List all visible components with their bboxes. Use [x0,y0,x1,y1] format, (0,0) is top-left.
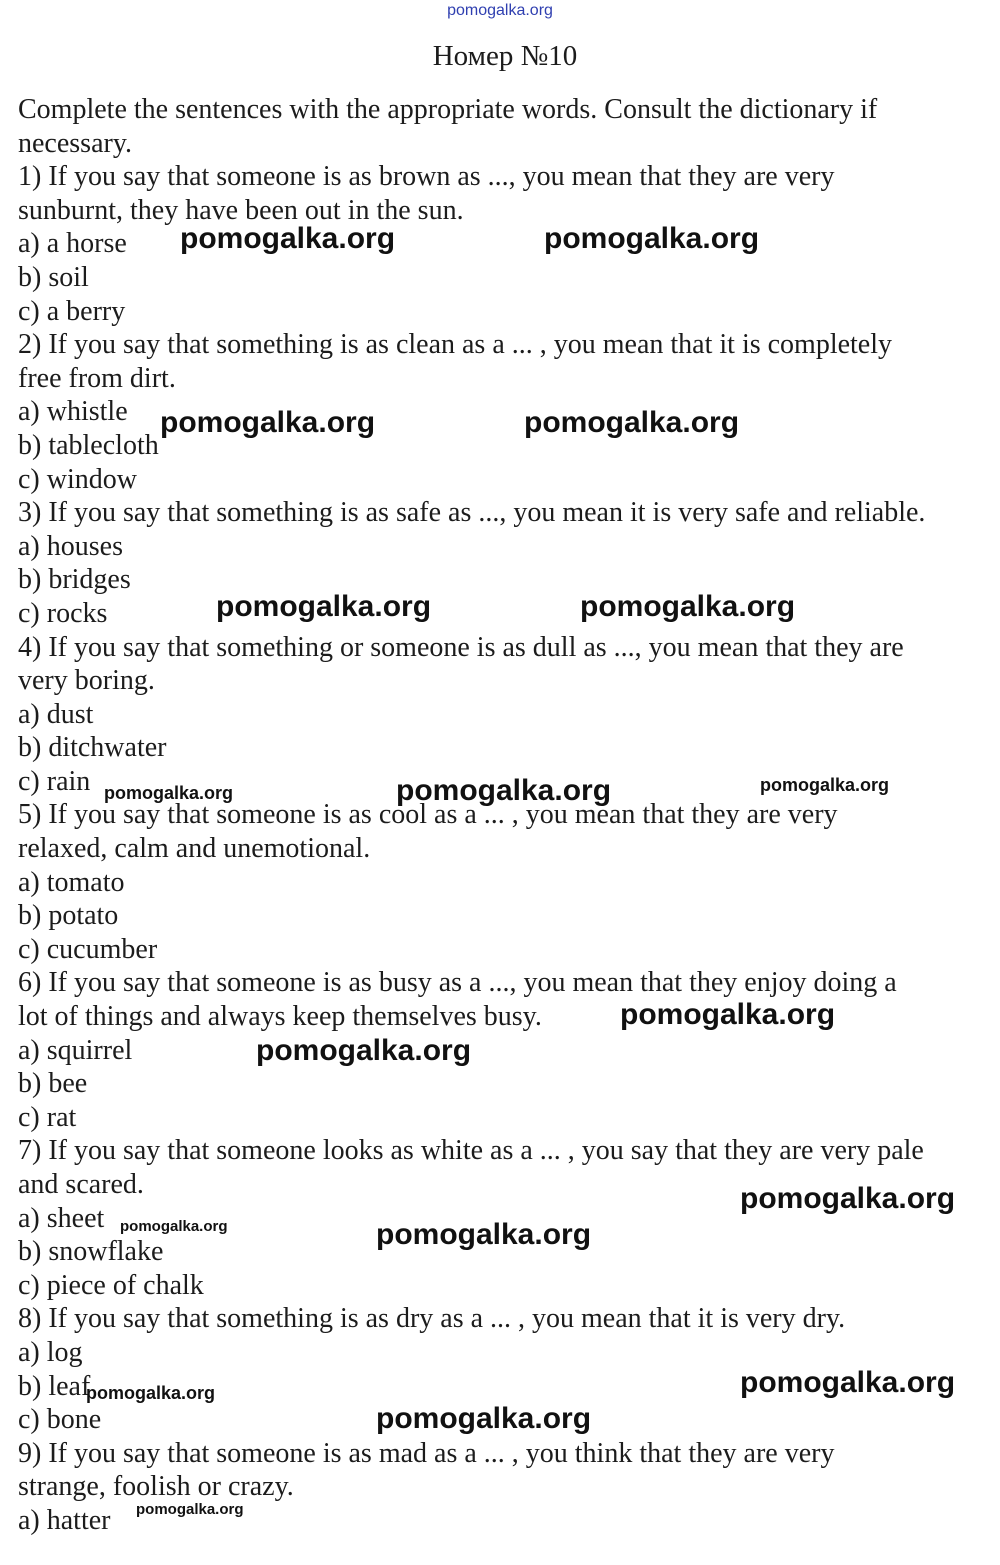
option-7a: a) sheet [18,1202,105,1234]
watermark: pomogalka.org [376,1402,592,1435]
watermark: pomogalka.org [180,222,396,255]
site-header: pomogalka.org [447,2,553,19]
question-2: free from dirt. [18,362,176,394]
watermark: pomogalka.org [376,1218,592,1251]
instruction-line: Complete the sentences with the appropriate words. Consult the dictionary if [18,94,878,125]
question-4: very boring. [18,665,155,697]
option-2b: b) tablecloth [18,429,159,461]
option-1c: c) a berry [18,295,126,327]
watermark: pomogalka.org [120,1218,228,1235]
option-8c: c) bone [18,1404,102,1436]
page-title: Номер №10 [432,40,578,72]
watermark: pomogalka.org [104,783,234,803]
option-5b: b) potato [18,900,119,932]
watermark: pomogalka.org [740,1182,956,1215]
watermark: pomogalka.org [524,406,740,439]
option-3b: b) bridges [18,564,131,596]
question-6: 6) If you say that someone is as busy as a ..., you mean that they enjoy doing a [18,967,897,999]
option-8b: b) leaf [18,1370,91,1402]
watermark: pomogalka.org [620,998,836,1031]
watermark: pomogalka.org [136,1501,244,1518]
exercise-text [18,93,993,1538]
option-6a: a) squirrel [18,1034,133,1066]
question-9: strange, foolish or crazy. [18,1471,294,1503]
question-7: and scared. [18,1169,144,1200]
watermark: pomogalka.org [544,222,760,255]
option-5a: a) tomato [18,866,125,898]
question-5: 5) If you say that someone is as cool as a ... , you mean that they are very [18,799,838,831]
option-2c: c) window [18,463,137,495]
question-4: 4) If you say that something or someone is as dull as ..., you mean that they are [18,631,904,663]
option-3c: c) rocks [18,597,108,629]
question-2: 2) If you say that something is as clean as a ... , you mean that it is completely [18,329,893,361]
watermark: pomogalka.org [160,406,376,439]
option-5c: c) cucumber [18,933,158,965]
option-1b: b) soil [18,261,89,293]
option-9a: a) hatter [18,1504,111,1536]
watermark: pomogalka.org [86,1383,216,1403]
option-7b: b) snowflake [18,1236,164,1268]
watermark: pomogalka.org [580,590,796,623]
option-6b: b) bee [18,1068,88,1100]
option-7c: c) piece of chalk [18,1269,204,1301]
watermark: pomogalka.org [216,590,432,623]
option-6c: c) rat [18,1101,77,1133]
question-7: 7) If you say that someone looks as white as a ... , you say that they are very pale [18,1135,924,1167]
option-2a: a) whistle [18,396,128,428]
question-5: relaxed, calm and unemotional. [18,833,371,865]
question-6: lot of things and always keep themselves busy. [18,1001,542,1033]
option-4b: b) ditchwater [18,732,167,764]
question-1: 1) If you say that someone is as brown as ..., you mean that they are very [18,161,835,193]
watermark: pomogalka.org [396,774,612,807]
watermark: pomogalka.org [256,1034,472,1067]
instruction-line: necessary. [18,127,133,159]
watermark: pomogalka.org [760,775,890,795]
option-8a: a) log [18,1336,83,1368]
option-4c: c) rain [18,765,91,797]
option-3a: a) houses [18,530,123,562]
question-1: sunburnt, they have been out in the sun. [18,194,464,226]
option-1a: a) a horse [18,228,127,260]
question-3: 3) If you say that something is as safe as ..., you mean it is very safe and reliable. [18,497,926,529]
option-4a: a) dust [18,698,94,730]
question-9: 9) If you say that someone is as mad as a ... , you think that they are very [18,1437,835,1469]
question-8: 8) If you say that something is as dry as a ... , you mean that it is very dry. [18,1303,846,1335]
watermark: pomogalka.org [740,1366,956,1399]
